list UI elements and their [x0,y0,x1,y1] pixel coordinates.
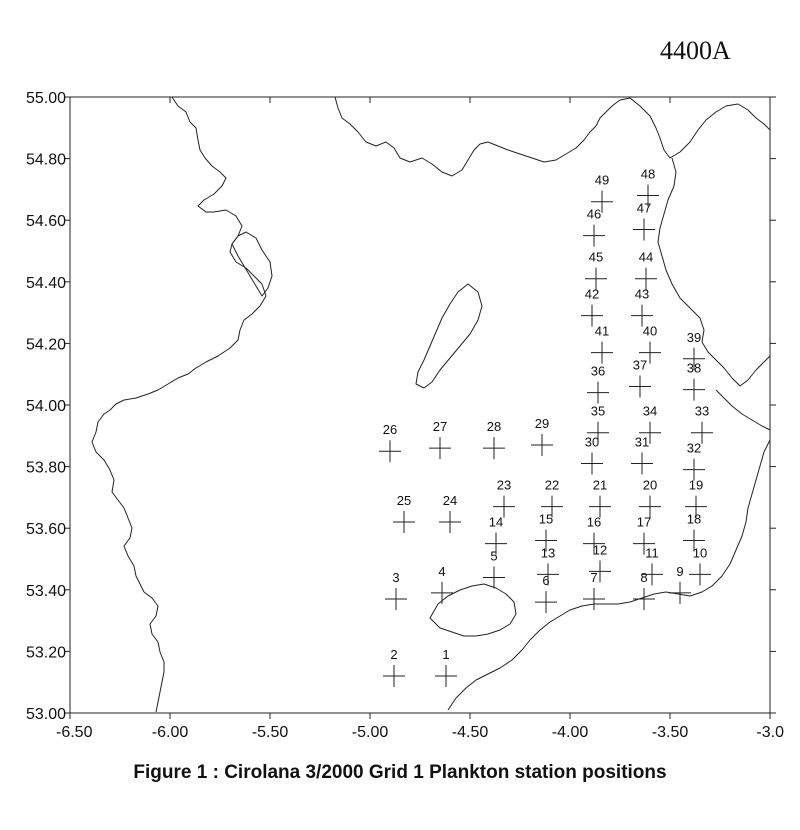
y-tick-label: 54.00 [25,398,66,415]
station-29 [531,416,553,456]
station-label: 39 [686,329,702,345]
station-label: 33 [694,403,710,419]
station-3 [385,570,407,610]
x-tick-label: -4.00 [551,724,589,741]
station-label: 11 [645,545,659,561]
station-label: 12 [592,542,608,558]
station-label: 41 [594,323,610,339]
x-tick-label: -5.00 [351,724,389,741]
figure-caption: Figure 1 : Cirolana 3/2000 Grid 1 Plankton station positions [133,762,667,783]
station-label: 26 [382,422,398,438]
solway-cumbria-coastline [630,98,770,158]
morecambe-coastline [716,390,770,430]
station-26 [379,422,401,462]
station-label: 36 [590,363,606,379]
station-36 [587,364,609,404]
isle-of-man [416,284,482,388]
station-label: 31 [634,434,650,450]
station-label: 20 [642,477,658,493]
station-label: 19 [688,477,704,493]
station-47 [633,200,655,240]
station-label: 29 [534,416,550,432]
station-5 [483,548,505,588]
station-label: 14 [488,514,504,530]
y-tick-label: 54.40 [25,274,66,292]
ards-peninsula [232,232,272,296]
station-21 [589,478,611,518]
station-28 [483,419,505,459]
station-20 [639,478,661,518]
irish-coastline [92,97,266,712]
station-label: 7 [590,570,598,586]
y-tick-label: 54.60 [25,213,66,231]
station-label: 22 [544,477,560,493]
station-label: 49 [594,172,610,188]
station-label: 45 [588,249,604,265]
station-label: 34 [642,403,658,419]
station-label: 13 [540,545,556,561]
station-13 [537,545,559,585]
y-tick-label: 54.20 [25,336,66,354]
station-label: 38 [686,360,702,376]
station-44 [635,250,657,290]
x-tick-label: -4.50 [451,724,489,741]
station-6 [535,573,557,613]
y-tick-label: 53.80 [25,459,66,477]
station-27 [429,419,451,459]
station-label: 46 [586,206,602,222]
x-tick-label: -6.00 [151,724,189,741]
station-label: 32 [686,440,702,456]
y-tick-label: 53.00 [25,706,66,723]
station-label: 16 [586,514,602,530]
station-label: 9 [676,563,684,579]
x-tick-label: -5.50 [251,724,289,741]
station-label: 10 [692,545,708,561]
y-tick-label: 55.00 [25,90,66,107]
map-axes [26,90,784,741]
station-37 [629,358,651,398]
x-tick-label: -6.50 [56,724,93,741]
cumbrian-coastline [658,158,770,386]
station-label: 24 [442,493,458,509]
station-25 [393,493,415,533]
station-label: 23 [496,477,512,493]
station-label: 25 [396,493,412,509]
station-label: 1 [442,647,450,663]
x-tick-label: -3.50 [651,724,689,741]
station-32 [683,441,705,481]
station-label: 43 [634,286,650,302]
station-label: 2 [390,647,398,663]
y-tick-label: 53.40 [25,582,66,600]
station-24 [439,493,461,533]
station-label: 37 [632,357,648,373]
y-tick-label: 54.80 [25,151,66,169]
station-label: 21 [592,477,608,493]
station-label: 47 [636,200,652,216]
station-markers [379,167,713,687]
y-tick-label: 53.60 [25,521,66,539]
station-label: 3 [392,570,400,586]
station-label: 15 [538,511,554,527]
station-label: 8 [640,570,648,586]
station-label: 6 [542,573,550,589]
map-frame [70,97,770,713]
station-label: 17 [636,514,652,530]
station-label: 42 [584,286,600,302]
station-1 [435,647,457,687]
station-label: 28 [486,419,502,435]
station-label: 40 [642,323,658,339]
station-41 [591,324,613,364]
y-tick-label: 53.20 [25,644,66,662]
station-42 [581,287,603,327]
station-9 [669,564,691,604]
station-label: 5 [490,548,498,564]
station-label: 48 [640,166,656,182]
station-label: 44 [638,249,654,265]
station-2 [383,647,405,687]
station-label: 35 [590,403,606,419]
station-45 [585,250,607,290]
station-label: 30 [584,434,600,450]
station-label: 27 [432,419,448,435]
station-label: 4 [438,563,446,579]
document-id: 4400A [660,36,731,65]
scottish-coastline [335,97,630,176]
coastlines [92,97,770,712]
station-30 [581,435,603,475]
station-10 [689,545,711,585]
station-23 [493,478,515,518]
station-33 [691,404,713,444]
x-tick-label: -3.0 [756,724,784,741]
station-14 [485,515,507,555]
station-label: 18 [686,511,702,527]
station-43 [631,287,653,327]
anglesey-island [430,584,516,636]
